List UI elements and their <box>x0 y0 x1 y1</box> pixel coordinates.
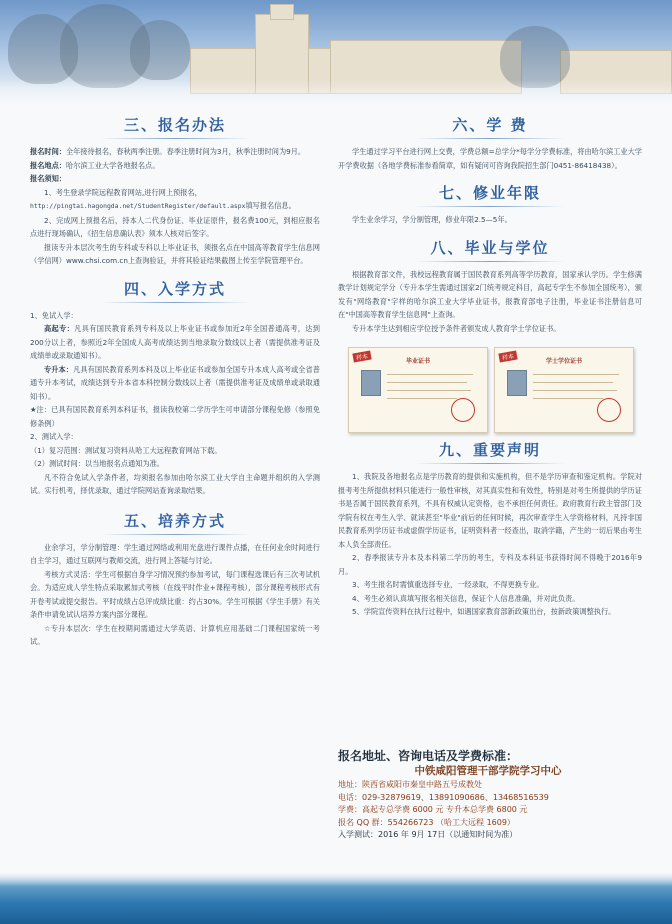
admission-gqz: 高起专：凡具有国民教育系列专科及以上毕业证书或参加近2年全国普通高考，达到200分以上者，参照近2年全国成人高考成绩达到当地录取分数线以上者（需提供准考证及成绩单或录取通知书）。 <box>30 324 320 360</box>
enrollment-notice-3: 报读专升本层次考生的专科或专科以上毕业证书，须报名点在中国高等教育学生信息网（学信网）www.chsi.com.cn上查询验证，并将其验证结果截图上传至学院管理平台。 <box>30 242 320 265</box>
section-title-admission: 四、入学方式 <box>30 278 320 303</box>
left-column <box>30 108 320 649</box>
degree-certificate-image: 样本 学士学位证书 <box>494 347 634 433</box>
contact-org: 中铁咸阳管理干部学院学习中心 <box>414 765 562 777</box>
enrollment-time: 报名时间：全年接待报名，春秋两季注册。春季注册时间为3月，秋季注册时间为9月。 <box>30 147 306 156</box>
section-title-statement: 九、重要声明 <box>338 439 642 464</box>
training-p1: 业余学习，学分制管理：学生通过网络或利用光盘进行课件点播，在任何业余时间进行自主学习，通过互联网与教师交流，进行网上答疑与讨论。 <box>30 542 320 565</box>
section-title-duration: 七、修业年限 <box>338 182 642 207</box>
contact-heading: 报名地址、咨询电话及学费标准： <box>338 749 519 763</box>
footer-wave-band <box>0 872 672 924</box>
graduation-p1: 根据教育部文件，我校远程教育属于国民教育系列高等学历教育，国家承认学历。学生修满教学计划规定学分（专升本学生需通过国家2门统考规定科目，高起专学生不参加全国统考），颁发有"网络教育"字样的哈尔滨工业大学毕业证书，报教育部电子注册，毕业证书注册信息可在"中国高等教育学生信息网"上查询。 <box>338 269 642 319</box>
statement-3: 3、考生报名时需慎重选择专业，一经录取，不得更换专业。 <box>352 580 544 589</box>
graduation-p2: 专升本学生达到相应学位授予条件者颁发成人教育学士学位证书。 <box>352 323 561 333</box>
admission-test-3: 凡不符合免试入学条件者，均须报名参加由哈尔滨工业大学自主命题并组织的入学测试。实行机考，择优录取，通过学院网站查询录取结果。 <box>30 472 320 495</box>
statement-1: 1、我院及各地报名点是学历教育的提供和实施机构，但不是学历审查和鉴定机构。学院对报考考生所提供材料只能进行一般性审核，对其真实性和有效性，特别是对考生所提供的学历证书是否属于国民教育系列，不具有权威认定资格，也不承担任何责任。政府教育行政主管部门及学院有权在考生入学、就读甚至"毕业"前后的任何时候，再次审查学生入学资格材料，凡持非国民教育系列学历证书或虚假学历证书，证明资料者一经查出，取消学籍，产生的一切后果由考生本人负全部责任。 <box>338 472 642 549</box>
training-p2: 考核方式灵活：学生可根据自身学习情况预约参加考试，每门课程选课后有三次考试机会。为适应成人学生特点采取累加式考核（在线平时作业+课程考核），部分课程考核形式有开卷考试或提交报告。平时成绩占总评成绩比重：约占30%。学生可根据《学生手册》有关条件申请免试认培养方案内部分课程。 <box>30 569 320 619</box>
contact-phone: 电话：029-32879619、13891090686、13468516539 <box>338 792 549 802</box>
training-p3: ☆专升本层次：学生在校期间需通过大学英语、计算机应用基础二门课程国家统一考试。 <box>30 623 320 646</box>
statement-2: 2、春季报读专升本及本科第二学历的考生，专科及本科证书获得时间不得晚于2016年9月。 <box>338 553 642 576</box>
enrollment-notice-label: 报名须知： <box>30 174 66 183</box>
admission-test-2: （2）测试时间：以当地报名点通知为准。 <box>30 459 164 468</box>
section-title-tuition: 六、学 费 <box>338 114 642 139</box>
contact-fees: 学费：高起专总学费 6000 元 专升本总学费 6800 元 <box>338 805 528 814</box>
contact-exam-date: 入学测试：2016 年 9月 17日（以通知时间为准） <box>338 830 518 839</box>
admission-test-1: （1）复习范围：测试复习资料从哈工大远程教育网站下载。 <box>30 445 222 455</box>
contact-info <box>338 748 638 842</box>
admission-test: 2、测试入学： <box>30 432 78 441</box>
tuition-p1: 学生通过学习平台进行网上交费，学费总额=总学分*每学分学费标准，将由哈尔滨工业大学开学费收据（各地学费标准参看简章，如有疑问可咨询我院招生部门0451-86418438）。 <box>338 147 642 170</box>
registration-url[interactable]: http://pingtai.hagongda.net/StudentRegister/default.aspx <box>30 202 246 210</box>
statement-5: 5、学院宣传资料在执行过程中，如遇国家教育部新政策出台，按新政策调整执行。 <box>352 607 616 616</box>
campus-header-photo <box>0 0 672 108</box>
admission-zsb: 专升本：凡具有国民教育系列本科及以上毕业证书或参加全国专升本成人高考或全省普通专升本考试，成绩达到专升本省本科控制分数线以上者（需提供准考证及成绩单或录取通知书）。 <box>30 364 320 401</box>
section-title-graduation: 八、毕业与学位 <box>338 237 642 262</box>
admission-exempt: 1、免试入学： <box>30 310 78 320</box>
statement-4: 4、考生必须认真填写报名相关信息，保证个人信息准确，并对此负责。 <box>352 593 580 603</box>
enrollment-notice-2: 2、完成网上预报名后，持本人二代身份证、毕业证原件，报名费100元，到相应报名点进行现场确认，《招生信息确认表》须本人核对后签字。 <box>30 215 320 238</box>
enrollment-place: 报名地点：哈尔滨工业大学各地报名点。 <box>30 160 160 170</box>
right-column <box>338 108 642 619</box>
section-title-enrollment: 三、报名办法 <box>30 114 320 139</box>
admission-note: ★注：已具有国民教育系列本科证书，报读我校第二学历学生可申请部分课程免修（参照免修条例） <box>30 405 320 428</box>
contact-qq: 报名 QQ 群：554266723 （哈工大远程 1609） <box>338 817 515 827</box>
diploma-certificate-image: 样本 毕业证书 <box>348 347 488 433</box>
enrollment-notice-1: 1、考生登录学院远程教育网站,进行网上预报名， http://pingtai.hagongda.net/StudentRegister/default.aspx填写报名信息。 <box>30 187 296 210</box>
contact-address: 地址：陕西省咸阳市秦皇中路五号成教处 <box>338 780 482 789</box>
certificate-samples <box>338 341 642 433</box>
section-title-training: 五、培养方式 <box>30 510 320 535</box>
duration-p1: 学生业余学习，学分制管理，修业年限2.5—5年。 <box>352 215 512 224</box>
